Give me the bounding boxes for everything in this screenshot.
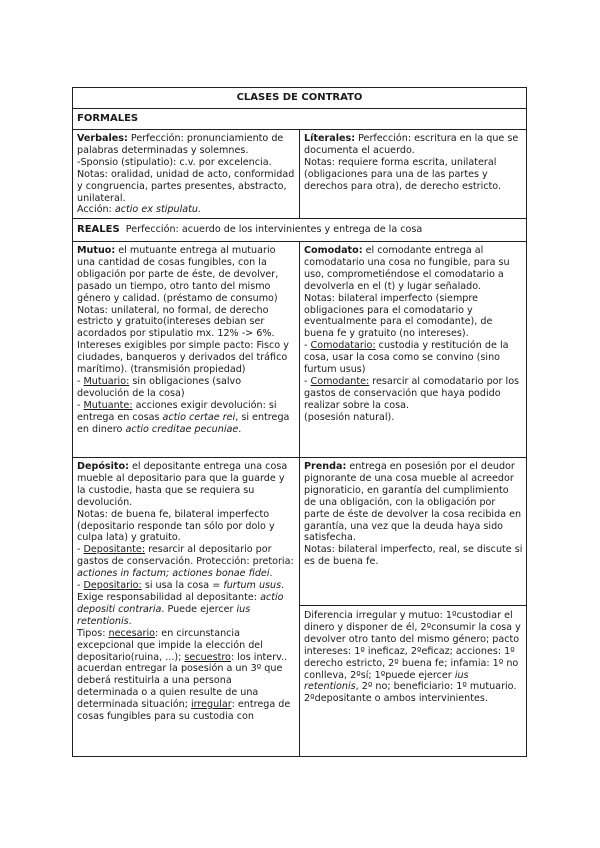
diferencia-text2: , 2º no; beneficiario: 1º mutuario. 2ºdepositante o ambos intervinientes.: [304, 681, 517, 705]
depositante-actiones: actiones in factum; actiones bonae fidei: [77, 568, 270, 580]
comodante-label: Comodante:: [310, 375, 370, 387]
diferencia-ius: ius retentionis: [304, 669, 469, 693]
mutuo-term: Mutuo:: [77, 245, 116, 256]
cell-deposito: Depósito: el depositante entrega una cosa mueble al depositario para que la guarde y la custodie, hasta que se requiera su devolución. Notas: de buena fe, bilateral imperfecto (depositario responde tan sólo por dolo y culpa lata) y gratuito. - Depositante: resarcir al depositario por gastos de conservación. Protección: pretoria: actiones in factum; actiones bonae fidei. - Depositario: si usa la cosa = furtum usus. Exige responsabilidad al depositante: actio depositi contraria. Puede ejercer ius retentionis. Tipos: necesario: en circunstancia excepcional que impide la elección del depositario(ruina, ...); secuestro: los interv.. acuerdan entregar la posesión a un 3º que deberá restituirla a una persona determinada o a quien resulte de una determinada situación; irregular: entrega de cosas fungibles para su custodia con: [73, 458, 300, 757]
cell-mutuo: Mutuo: el mutuante entrega al mutuario una cantidad de cosas fungibles, con la obligación por parte de éste, de devolver, pasado un tiempo, otro tanto del mismo género y calidad. (préstamo de consumo) Notas: unilateral, no formal, de derecho estricto y gratuito(intereses debian ser acordados por stipulatio mx. 12% -> 6%. Intereses exigibles por simple pacto: Fisco y ciudades, banqueros y derivados del tráfico marítimo). (transmisión propiedad) - Mutuario: sin obligaciones (salvo devolución de la cosa) - Mutuante: acciones exigir devolución: si entrega en cosas actio certae rei, si entrega en dinero actio creditae pecuniae.: [73, 242, 300, 458]
verbales-notas: Notas: oralidad, unidad de acto, conformidad y congruencia, partes presentes, abstracto, unilateral.: [77, 168, 295, 204]
mutuario-text: sin obligaciones (salvo devolución de la cosa): [77, 375, 242, 399]
depositante-label: Depositante:: [83, 544, 146, 556]
depositario-furtum: furtum usus: [223, 580, 282, 592]
secuestro-text: : los interv.. acuerdan entregar la posesión a un 3º que deberá restituirla a una persona determinada o a quien resulte de una determinada situación;: [77, 651, 288, 711]
comodante-text: resarcir al comodatario por los gastos de conservación que haya podido realizar sobre la cosa.: [304, 375, 520, 411]
cell-verbales: [73, 130, 300, 219]
depositante-text: resarcir al depositario por gastos de conservación. Protección: pretoria:: [77, 544, 294, 568]
literales-perfeccion: Perfección: escritura en la que se documenta el acuerdo.: [304, 133, 519, 156]
exige-actio: actio depositi contraria: [77, 591, 284, 615]
section-formales-heading: FORMALES: [73, 109, 527, 130]
deposito-term: Depósito:: [77, 461, 129, 472]
cell-comodato: Comodato: el comodante entrega al comodatario una cosa no fungible, para su uso, comprometiéndose el comodatario a devolverla en el (t) y lugar señalado. Notas: bilateral imperfecto (siempre obligaciones para el comodatario y eventualmente para el comodante), de buena fe y gratuito (no intereses). - Comodatario: custodia y restitución de la cosa, usar la cosa como se convino (sino furtum usus) - Comodante: resarcir al comodatario por los gastos de conservación que haya podido realizar sobre la cosa. (posesión natural).: [300, 242, 527, 458]
exige-text2: . Puede ejercer: [161, 603, 237, 615]
deposito-notas: Notas: de buena fe, bilateral imperfecto (depositario responde tan sólo por dolo y culpa lata) y gratuito.: [77, 508, 275, 544]
exige-ius: ius retentionis: [77, 603, 251, 627]
diferencia-text1: Diferencia irregular y mutuo: 1ºcustodiar el dinero y disponer de él, 2ºconsumir la cosa y devolver otro tanto del mismo género; pacto intereses: 1º ineficaz, 2ºeficaz; acciones: 1º derecho estricto, 2º buena fe; infamia: 1º no conlleva, 2ºsí; 1ºpuede ejercer: [304, 610, 521, 681]
verbales-accion: actio ex stipulatu.: [114, 204, 202, 216]
mutuante-actio-creditae: actio creditae pecuniae: [125, 423, 239, 435]
reales-term: REALES: [77, 224, 120, 236]
verbales-accion-label: Acción:: [77, 204, 115, 216]
reales-subtitle: Perfección: acuerdo de los intervinientes y entrega de la cosa: [125, 224, 423, 236]
exige-end: .: [128, 615, 132, 627]
depositario-text: si usa la cosa =: [141, 580, 224, 592]
diferencia-block: [300, 605, 526, 705]
cell-literales: [300, 130, 527, 219]
exige-text: Exige responsabilidad al depositante:: [77, 591, 261, 603]
comodato-notas: Notas: bilateral imperfecto (siempre obligaciones para el comodatario y eventualmente para el comodante), de buena fe y gratuito (no intereses).: [304, 292, 493, 340]
prenda-block: [300, 458, 526, 605]
necesario-text: : en circunstancia excepcional que impide la elección del depositario(ruina, ...);: [77, 627, 263, 663]
table-title: CLASES DE CONTRATO: [73, 88, 527, 109]
prenda-notas: Notas: bilateral imperfecto, real, se discute si es de buena fe.: [304, 544, 523, 568]
secuestro-label: secuestro: [184, 651, 231, 663]
section-reales-heading: [73, 219, 527, 242]
literales-notas: Notas: requiere forma escrita, unilateral (obligaciones para una de las partes y derechos para otra), de derecho estricto.: [304, 156, 502, 192]
mutuante-text2: , si entrega en dinero: [77, 411, 290, 435]
verbales-sponsio: -Sponsio (stipulatio): c.v. por excelencia.: [77, 156, 272, 168]
comodato-intro: el comodante entrega al comodatario una cosa no fungible, para su uso, comprometiéndose el comodatario a devolverla en el (t) y lugar señalado.: [304, 245, 510, 292]
verbales-term: Verbales:: [77, 133, 128, 144]
mutuante-end: .: [238, 423, 242, 435]
irregular-label: irregular: [190, 699, 232, 711]
comodatario-label: Comodatario:: [310, 340, 376, 352]
irregular-text: : entrega de cosas fungibles para su custodia con: [77, 699, 291, 723]
verbales-perfeccion: Perfección: pronunciamiento de palabras determinadas y solemnes.: [77, 133, 284, 156]
depositante-end: .: [269, 568, 273, 580]
mutuo-notas: Notas: unilateral, no formal, de derecho estricto y gratuito(intereses debian ser acordados por stipulatio mx. 12% -> 6%. Intereses exigibles por simple pacto: Fisco y ciudades, banqueros y derivados del tráfico marítimo). (transmisión propiedad): [77, 304, 289, 376]
depositario-label: Depositario:: [83, 580, 142, 592]
mutuante-text: acciones exigir devolución: si entrega en cosas: [77, 399, 277, 423]
comodato-posesion: (posesión natural).: [304, 411, 395, 423]
prenda-intro: entrega en posesión por el deudor pignorante de una cosa mueble al acreedor pignoraticio, en garantía del cumplimiento de una obligación, con la obligación por parte de éste de devolver la cosa recibida en garantía, una vez que la deuda haya sido satisfecha.: [304, 461, 522, 544]
prenda-term: Prenda:: [304, 461, 347, 472]
mutuante-actio-certae: actio certae rei: [162, 411, 236, 423]
depositario-end: .: [281, 580, 285, 592]
literales-term: Líterales:: [304, 133, 356, 144]
comodatario-text: custodia y restitución de la cosa, usar la cosa como se convino (sino furtum usus): [304, 340, 509, 376]
mutuante-label: Mutuante:: [83, 399, 133, 411]
contract-table: [72, 87, 527, 757]
necesario-label: necesario: [108, 627, 156, 639]
comodato-term: Comodato:: [304, 245, 363, 256]
mutuo-intro: el mutuante entrega al mutuario una cantidad de cosas fungibles, con la obligación por parte de éste, de devolver, pasado un tiempo, otro tanto del mismo género y calidad. (préstamo de consumo): [77, 245, 279, 304]
cell-prenda-diferencia: [300, 458, 527, 757]
mutuario-label: Mutuario:: [83, 375, 130, 387]
deposito-intro: el depositante entrega una cosa mueble al depositario para que la guarde y la custodie, hasta que se requiera su devolución.: [77, 461, 288, 508]
tipos-label: Tipos:: [77, 627, 109, 639]
